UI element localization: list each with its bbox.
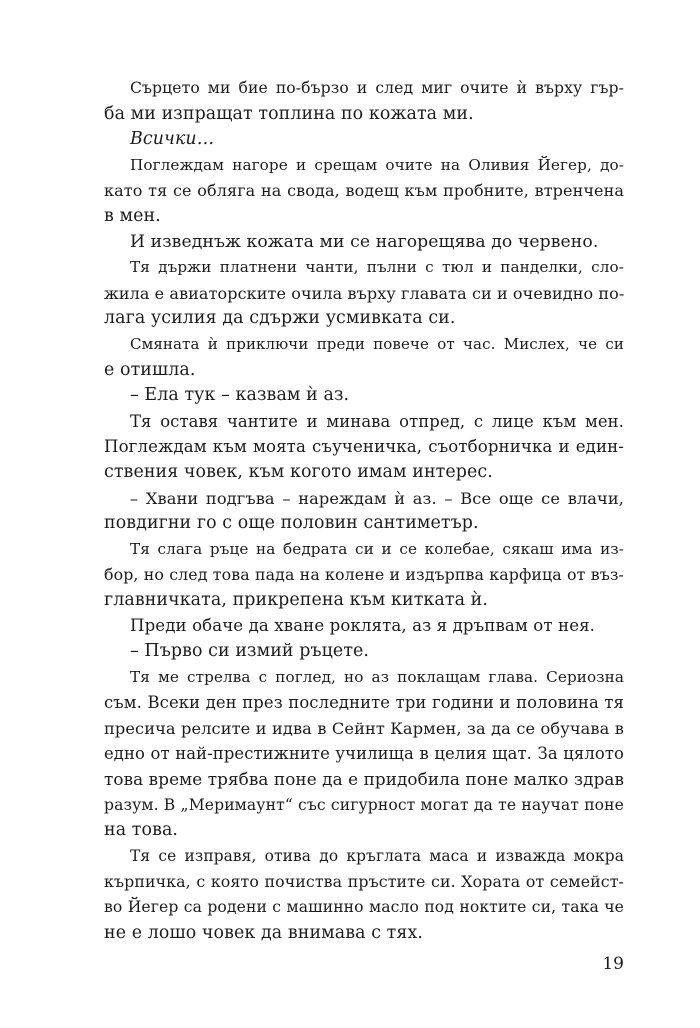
page-number: 19 — [602, 954, 624, 974]
text-line: Тя ме стрелва с поглед, но аз поклащам глава. Сериозна — [130, 667, 624, 686]
text-line: ствения човек, към когото имам интерес. — [104, 461, 493, 482]
text-line: не е лошо човек да внимава с тях. — [104, 922, 424, 943]
text-line: Тя слага ръце на бедрата си и се колебае, сякаш има из- — [130, 539, 624, 558]
text-line: разум. В „Меримаунт“ със сигурност могат да те научат поне — [104, 795, 624, 814]
text-line: бор, но след това пада на колене и издърпва карфица от въз- — [104, 565, 624, 585]
text-line: – Хвани подгъва – нареждам ѝ аз. – Все още се влачи, — [130, 488, 624, 508]
text-line: во Йегер са родени с машинно масло под ноктите си, така че — [104, 898, 624, 916]
body-text — [104, 76, 624, 946]
text-line: е отишла. — [104, 359, 196, 380]
text-line: И изведнъж кожата ми се нагорещява до червено. — [130, 231, 599, 252]
text-line: Тя оставя чантите и минава отпред, с лице към мен. — [130, 411, 624, 431]
text-line: Поглеждам нагоре и срещам очите на Оливия Йегер, до- — [130, 155, 624, 174]
text-line: Смяната ѝ приключи преди повече от час. Мислех, че си — [130, 334, 624, 353]
text-line: Тя държи платнени чанти, пълни с тюл и панделки, сло- — [130, 258, 624, 277]
text-line: повдигни го с още половин сантиметър. — [104, 513, 479, 534]
text-line: Поглеждам към моята съученичка, съотборничка и един- — [104, 437, 624, 457]
text-line: едно от най-престижните училища в целия щат. За цялото — [104, 744, 624, 764]
text-line: Сърцето ми бие по-бързо и след миг очите ѝ върху гър- — [130, 79, 624, 97]
text-line: – Първо си измий ръцете. — [130, 641, 370, 662]
text-line: в мен. — [104, 205, 161, 226]
text-line: главничката, прикрепена към китката ѝ. — [104, 589, 488, 610]
text-line: това време трябва поне да е придобила поне малко здрав — [104, 769, 625, 790]
text-line: лага усилия да сдържи усмивката си. — [104, 308, 456, 329]
text-line: пресича релсите и идва в Сейнт Кармен, за да се обучава в — [104, 718, 624, 738]
text-line: като тя се обляга на свода, водещ към пробните, втренчена — [104, 181, 624, 201]
text-line: кърпичка, с която почиства пръстите си. Хората от семейст- — [104, 872, 624, 892]
text-line: Всички… — [130, 129, 215, 150]
text-line: Преди обаче да хване роклята, аз я дръпвам от нея. — [130, 616, 596, 636]
text-line: Тя се изправя, отива до кръглата маса и изважда мокра — [130, 846, 624, 865]
text-line: на това. — [104, 820, 179, 841]
text-line: съм. Всеки ден през последните три години и половина тя — [104, 693, 624, 713]
text-line: – Ела тук – казвам ѝ аз. — [130, 385, 350, 406]
text-line: жила е авиаторските очила върху главата си и очевидно по- — [104, 283, 625, 303]
text-line: ба ми изпращат топлина по кожата ми. — [104, 103, 474, 124]
